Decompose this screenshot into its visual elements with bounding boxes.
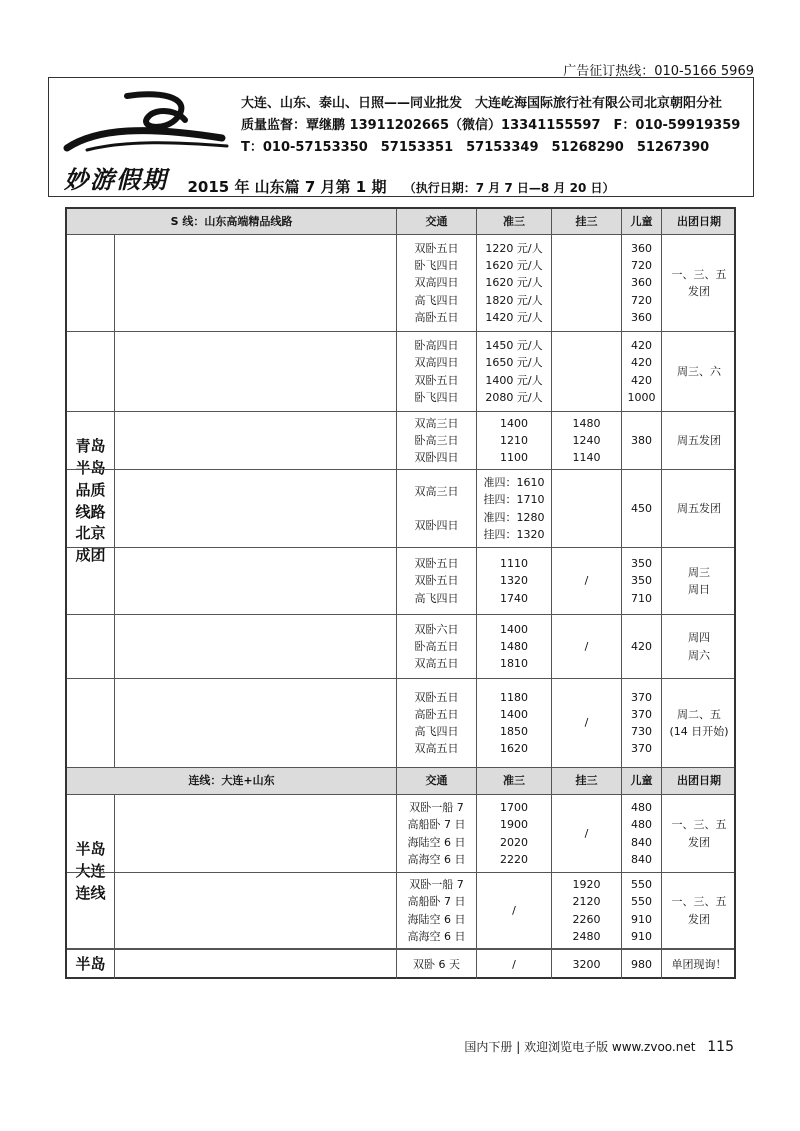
contact-line-2 [65,1001,736,1017]
section-title: 连线：大连+山东 [67,768,397,794]
route-traffic: 双高三日 双卧四日 [397,470,477,547]
logo-swoosh-icon [57,88,232,158]
route-traffic: 双卧一船 7 高船卧 7 日 海陆空 6 日 高海空 6 日 [397,795,477,872]
route-desc [115,548,397,614]
route-desc [115,873,397,948]
route-desc [115,470,397,547]
route-table [65,207,736,979]
route-depart: 单团现询！ [671,957,727,971]
route-zhun: 1400 1480 1810 [477,615,552,678]
contact-footer [65,985,736,1017]
route-zhun: 1110 1320 1740 [477,548,552,614]
route-child: 350 350 710 [622,548,662,614]
route-desc [115,615,397,678]
route-zhun: / [477,950,552,979]
section-header-lianxian [67,768,734,795]
side-label-bandao: 半岛 [67,949,115,979]
route-child: 360 720 360 720 360 [622,235,662,331]
route-traffic: 双卧六日 卧高五日 双高五日 [397,615,477,678]
table-row [67,873,734,949]
table-row [67,470,734,548]
route-gua: / [552,615,622,678]
issue-validity: （执行日期：7 月 7 日—8 月 20 日） [403,181,615,195]
website-note: 国内下册 | 欢迎浏览电子版 www.zvoo.net [464,1040,696,1054]
route-zhun: 1400 1210 1100 [477,412,552,469]
col-gua: 挂三 [552,209,622,234]
table-row [67,795,734,873]
route-child: 380 [622,412,662,469]
route-depart: 一、三、五 发团 [671,895,727,926]
route-child: 420 420 420 1000 [622,332,662,411]
route-zhun: 1220 元/人 1620 元/人 1620 元/人 1820 元/人 1420 元/人 [477,235,552,331]
route-child: 450 [622,470,662,547]
route-traffic: 双高三日 卧高三日 双卧四日 [397,412,477,469]
header-line-2: 质量监督：覃继鹏 13911202665（微信）13341155597 F：010-59919359 [241,118,741,133]
col-child: 儿童 [622,768,662,794]
route-zhun: 1700 1900 2020 2220 [477,795,552,872]
route-traffic: 卧高四日 双高四日 双卧五日 卧飞四日 [397,332,477,411]
route-depart: 周三、六 [677,364,721,378]
route-zhun: / [477,873,552,948]
route-desc [115,412,397,469]
col-zhun: 准三 [477,768,552,794]
route-desc [115,950,397,979]
route-child: 980 [622,950,662,979]
route-traffic: 双卧五日 高卧五日 高飞四日 双高五日 [397,679,477,767]
ad-hotline: 广告征订热线：010-5166 5969 [563,64,754,79]
route-depart: 一、三、五 发团 [671,267,727,298]
route-desc [115,332,397,411]
route-depart: 周五发团 [677,501,721,515]
route-desc [115,679,397,767]
table-row [67,548,734,615]
route-depart: 一、三、五 发团 [671,818,727,849]
route-traffic: 双卧五日 卧飞四日 双高四日 高飞四日 高卧五日 [397,235,477,331]
page-footer [464,1038,734,1055]
issue-title: 2015 年 山东篇 7 月第 1 期 [187,178,387,196]
col-depart: 出团日期 [677,774,721,788]
route-gua: / [552,548,622,614]
route-desc [115,795,397,872]
route-zhun: 准四：1610 挂四：1710 准四：1280 挂四：1320 [477,470,552,547]
issue-title-bar [66,172,736,202]
route-gua: 3200 [552,950,622,979]
header-line-3: T：010-57153350 57153351 57153349 51268290 51267390 [241,140,710,155]
route-depart: 周四 周六 [688,631,710,662]
col-traffic: 交通 [397,768,477,794]
side-label-dalian: 半岛 大连 连线 [67,795,115,949]
route-depart: 周二、五 (14 日开始) [669,707,729,738]
route-child: 370 370 730 370 [622,679,662,767]
header-line-1: 大连、山东、泰山、日照——同业批发 大连屹海国际旅行社有限公司北京朝阳分社 [241,96,723,111]
section-header-s-line [67,209,734,235]
table-row [67,949,734,979]
route-child: 420 [622,615,662,678]
route-child: 550 550 910 910 [622,873,662,948]
col-traffic: 交通 [397,209,477,234]
route-gua [552,332,622,411]
route-traffic: 双卧一船 7 高船卧 7 日 海陆空 6 日 高海空 6 日 [397,873,477,948]
table-row [67,615,734,679]
route-gua: / [552,795,622,872]
route-traffic: 双卧 6 天 [397,950,477,979]
route-traffic: 双卧五日 双卧五日 高飞四日 [397,548,477,614]
table-row [67,679,734,768]
col-zhun: 准三 [477,209,552,234]
col-gua: 挂三 [552,768,622,794]
logo-wordmark: 妙游假期 [64,166,168,194]
table-row [67,412,734,470]
col-child: 儿童 [622,209,662,234]
route-gua: 1920 2120 2260 2480 [552,873,622,948]
col-depart: 出团日期 [677,214,721,228]
route-gua: / [552,679,622,767]
page-number: 115 [707,1039,734,1055]
route-gua [552,235,622,331]
route-zhun: 1450 元/人 1650 元/人 1400 元/人 2080 元/人 [477,332,552,411]
route-gua: 1480 1240 1140 [552,412,622,469]
table-row [67,235,734,332]
section-title: S 线：山东高端精品线路 [67,209,397,234]
route-child: 480 480 840 840 [622,795,662,872]
route-gua [552,470,622,547]
route-depart: 周五发团 [677,433,721,447]
contact-line-1 [65,985,736,1001]
route-depart: 周三 周日 [688,565,710,596]
route-desc [115,235,397,331]
side-label-qingdao: 青岛 半岛 品质 线路 北京 成团 [67,235,115,768]
route-zhun: 1180 1400 1850 1620 [477,679,552,767]
table-row [67,332,734,412]
